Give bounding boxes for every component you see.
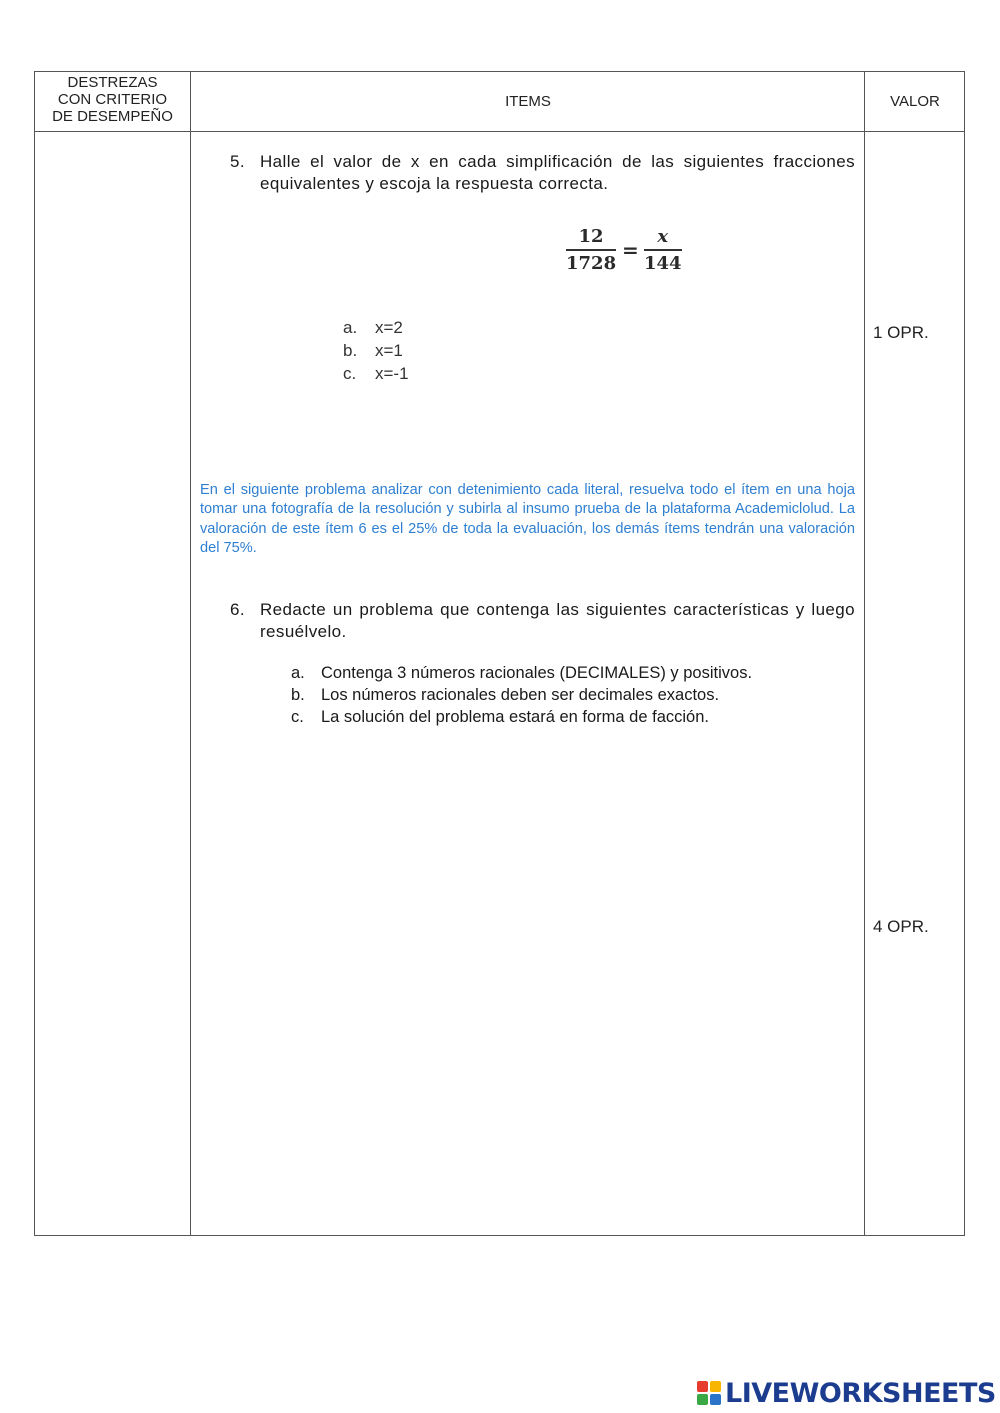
question-number: 6. xyxy=(230,600,245,619)
liveworksheets-logo xyxy=(697,1376,996,1410)
question-number: 5. xyxy=(230,152,245,171)
brand-square xyxy=(697,1394,708,1405)
evaluation-table xyxy=(34,71,965,1236)
fraction-denominator: 1728 xyxy=(566,253,617,274)
header-valor: VALOR xyxy=(890,93,940,110)
brand-name: LIVEWORKSHEETS xyxy=(725,1377,996,1409)
column-divider xyxy=(190,72,191,1235)
question-text: Redacte un problema que contenga las siguientes características y luego resuélvelo. xyxy=(260,600,855,641)
fraction-left xyxy=(566,226,616,274)
question-5 xyxy=(230,151,855,199)
brand-square xyxy=(710,1394,721,1405)
equals-sign: = xyxy=(622,238,639,262)
answer-option-a[interactable]: a. x=2 xyxy=(343,318,403,337)
header-divider xyxy=(35,131,964,132)
question-6-requirements xyxy=(291,662,752,728)
header-destrezas: DESTREZAS CON CRITERIO DE DESEMPEÑO xyxy=(52,74,173,125)
fraction-denominator: 144 xyxy=(644,253,682,274)
brand-square xyxy=(710,1381,721,1392)
question-5-value: 1 OPR. xyxy=(873,323,929,342)
question-text: Halle el valor de x en cada simplificación de las siguientes fracciones equivalentes y escoja la respuesta correcta. xyxy=(260,152,855,193)
question-6-value: 4 OPR. xyxy=(873,917,929,936)
instruction-note: En el siguiente problema analizar con detenimiento cada literal, resuelva todo el ítem en una hoja tomar una fotografía de la resolución y subirla al insumo prueba de la plataforma Academiclolud. La valoración de este ítem 6 es el 25% de toda la evaluación, los demás ítems tendrán una valoración del 75%. xyxy=(200,482,855,556)
brand-mark-icon xyxy=(697,1381,721,1405)
answer-option-c[interactable]: c. x=-1 xyxy=(343,364,409,383)
list-item: b. Los números racionales deben ser decimales exactos. xyxy=(291,686,720,704)
fraction-numerator: x xyxy=(644,226,682,251)
header-items: ITEMS xyxy=(505,93,551,110)
answer-option-b[interactable]: b. x=1 xyxy=(343,341,403,360)
answer-options xyxy=(343,316,409,385)
list-item: c. La solución del problema estará en forma de facción. xyxy=(291,708,709,726)
list-item: a. Contenga 3 números racionales (DECIMALES) y positivos. xyxy=(291,664,753,682)
brand-square xyxy=(697,1381,708,1392)
fraction-numerator: 12 xyxy=(566,226,616,251)
question-6 xyxy=(230,599,855,647)
column-divider xyxy=(864,72,865,1235)
fraction-right xyxy=(644,226,682,274)
